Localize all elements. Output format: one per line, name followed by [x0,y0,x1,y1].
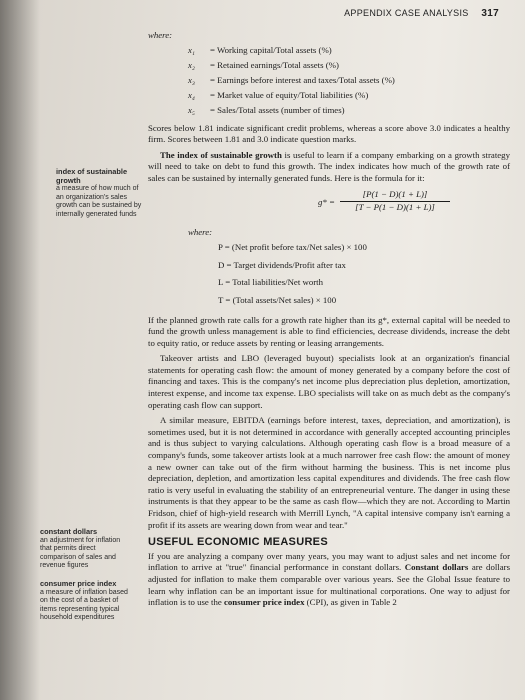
formula-denominator: [T − P(1 − D)(1 + L)] [355,202,435,213]
running-title: APPENDIX CASE ANALYSIS [344,8,469,18]
paragraph-takeover: Takeover artists and LBO (leveraged buyout) specialists look at an organization's financial statements for operating cash flow: the amount of money generated by a company before the cost of financing and taxes. This is the company's net income plus depreciation plus depletion, amortization, interest expense, and income tax expense. LBO specialists will take on as much debt as the company's operating cash flow can support. [148,353,510,410]
margin-term: constant dollars [40,527,98,536]
formula-numerator: [P(1 − D)(1 + L)] [340,189,450,203]
formula-fraction [340,189,450,214]
definition-item: D = Target dividends/Profit after tax [218,259,346,270]
variable-item: x₁ = Working capital/Total assets (%) [188,44,332,55]
formula-lhs: g* = [318,196,335,207]
margin-definition: a measure of how much of an organization's sales growth can be sustained by internally generated funds [56,185,142,218]
variable-item: x₅ = Sales/Total assets (number of times) [188,104,345,115]
margin-note-constant-dollars [40,528,130,571]
where-label: where: [148,30,173,40]
variable-list [188,45,510,117]
variable-item: x₄ = Market value of equity/Total liabilities (%) [188,89,369,100]
section-heading: USEFUL ECONOMIC MEASURES [148,536,328,549]
definition-list [218,242,510,306]
running-header [344,8,499,19]
variable-item: x₂ = Retained earnings/Total assets (%) [188,59,339,70]
margin-note-cpi [40,580,132,623]
definition-item: T = (Total assets/Net sales) × 100 [218,294,337,305]
definition-item: P = (Net profit before tax/Net sales) × 100 [218,242,367,253]
margin-note-sustainable-growth [56,168,142,220]
page-number: 317 [481,8,499,19]
variable-item: x₃ = Earnings before interest and taxes/Total assets (%) [188,74,395,85]
paragraph-sustainable-growth: The index of sustainable growth is useful to learn if a company embarking on a growth strategy will need to take on debt to fund this growth. The index indicates how much of the growth rate of sales can be sustained by internally generated funds. Here is the formula for it: [148,149,510,183]
sustainable-growth-formula [318,189,510,217]
paragraph-economic-measures: If you are analyzing a company over many years, you may want to adjust sales and net income for inflation to arrive at "true" financial performance in constant dollars. Constant dollars are dollars adjusted for inflation to make them comparable over various years. See the Global Issue feature to learn why inflation can be an important issue for multinational corporations. One way to adjust for inflation is to use the consumer price index (CPI), as given in Table 2 [148,550,510,608]
page-curl-shadow [0,0,40,700]
paragraph-scores: Scores below 1.81 indicate significant credit problems, whereas a score above 3.0 indicates a healthy firm. Scores between 1.81 and 3.0 indicate question marks. [148,122,510,145]
paragraph-planned-growth: If the planned growth rate calls for a growth rate higher than its g*, external capital will be needed to fund the growth unless management is able to find efficiencies, decrease dividends, increase the debt to equity ratio, or reduce assets by renting or leasing arrangements. [148,314,510,348]
margin-definition: a measure of inflation based on the cost of a basket of items representing typical household expenditures [40,588,128,622]
margin-definition: an adjustment for inflation that permits direct comparison of sales and revenue figures [40,536,121,570]
definition-item: L = Total liabilities/Net worth [218,277,324,288]
paragraph-ebitda: A similar measure, EBITDA (earnings before interest, taxes, depreciation, and amortization), is sometimes used, but it is not determined in accordance with generally accepted accounting principles and is thus subject to varying calculations. Although operating cash flow is a broad measure of a company's funds, some takeover artists look at a much narrower free cash flow: the amount of money a new owner can take out of the firm without harming the business. This is net income plus depreciation, depletion, and amortization less capital expenditures and dividends. The free cash flow ratio is very useful in evaluating the stability of an entrepreneurial venture. The danger in using these instruments is that they appear to be the same as cash flow—which they are not. According to Martin Fridson, chief of high-yield research with Merrill Lynch, "A capital intensive company isn't earning a profit if its assets are wearing down from wear and tear." [148,415,510,530]
margin-term: index of sustainable growth [56,167,128,185]
body-text [148,30,510,613]
margin-term: consumer price index [40,579,117,588]
where-label-2: where: [188,226,213,237]
